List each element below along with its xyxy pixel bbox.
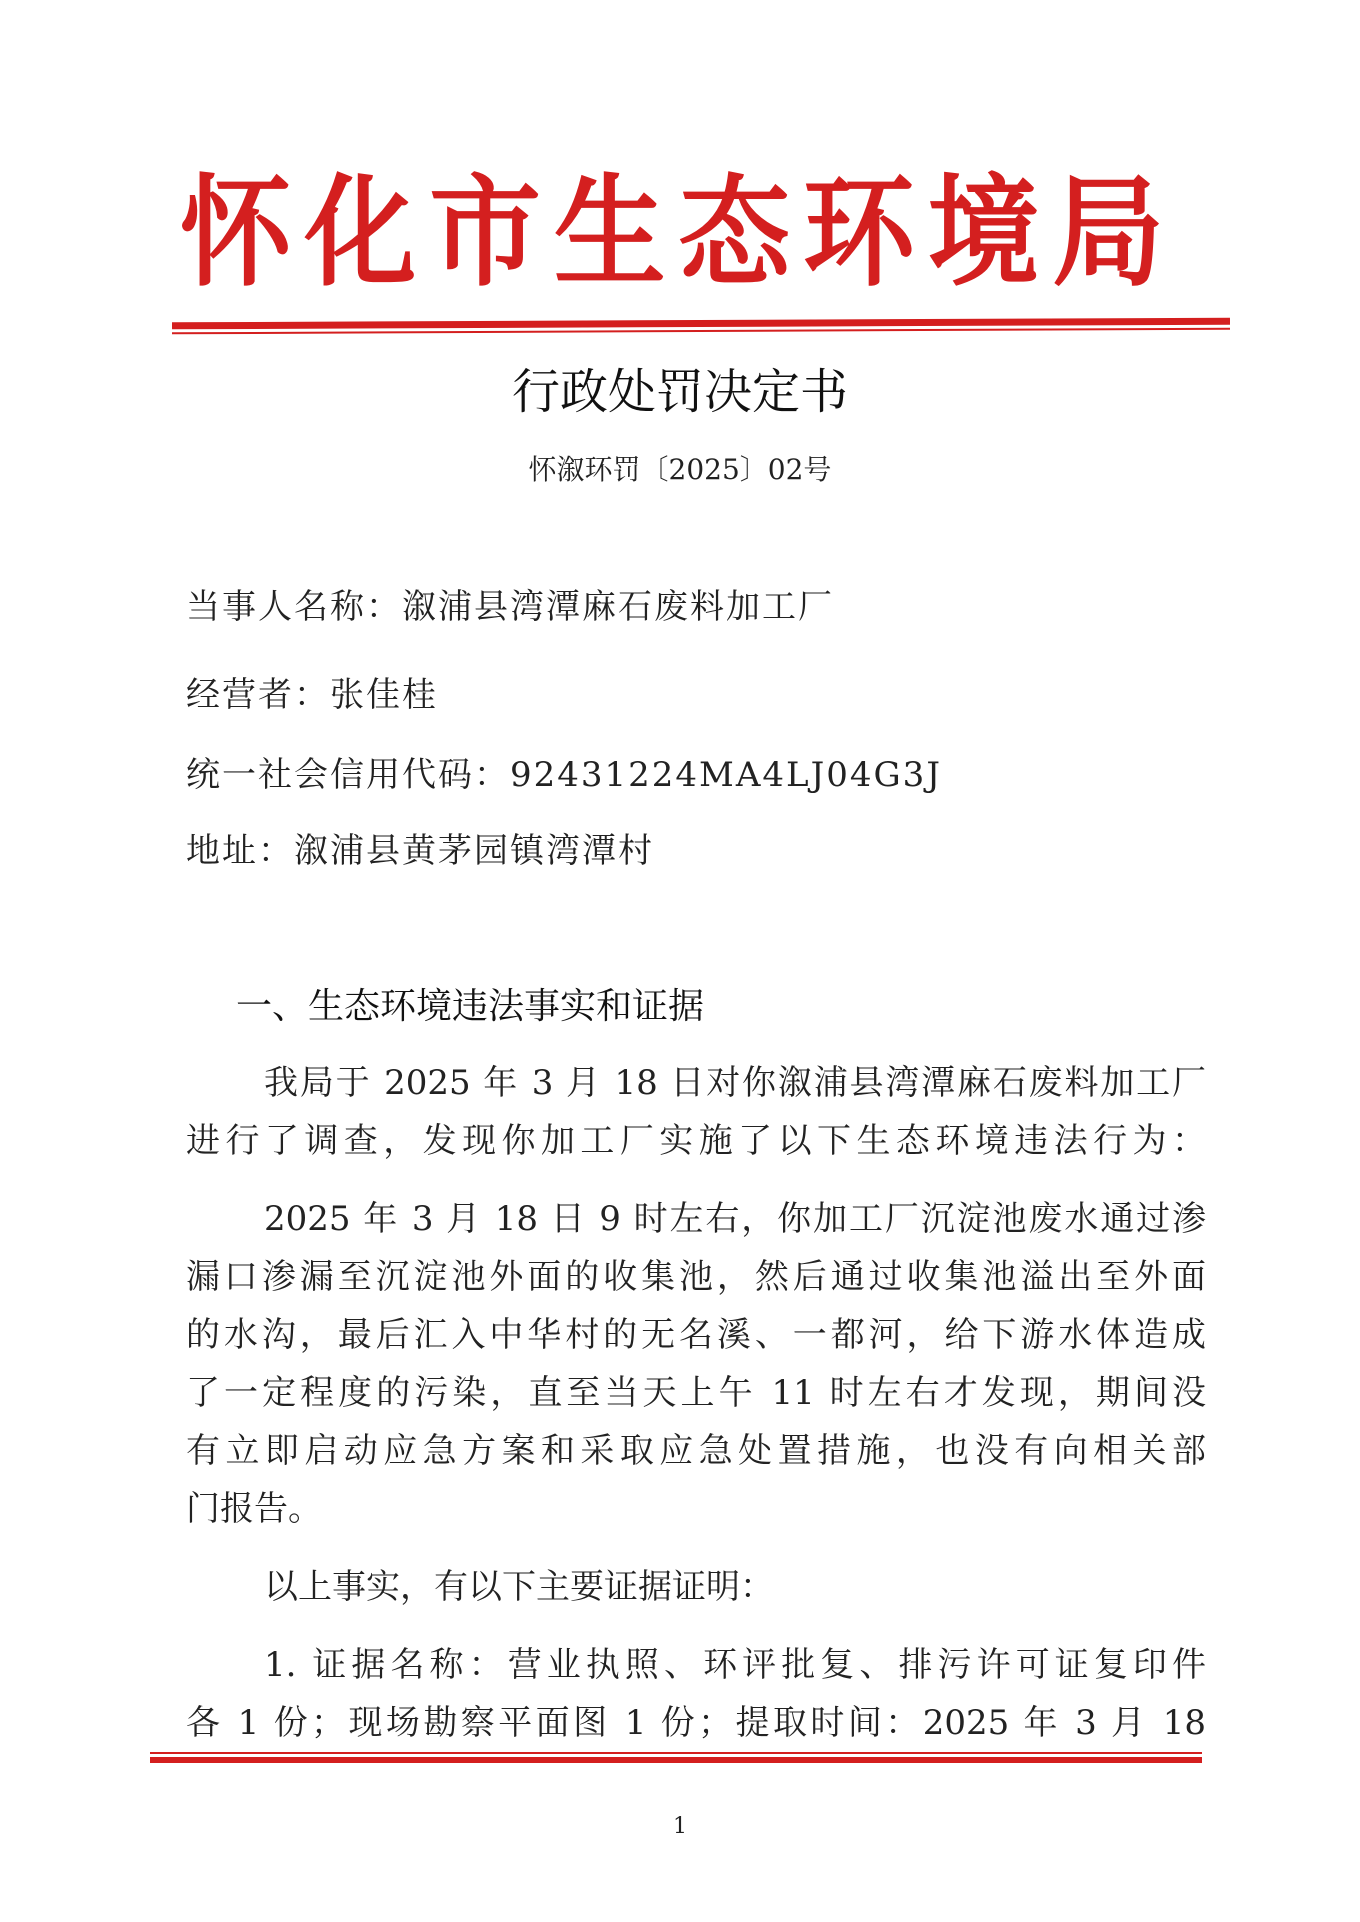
red-rule-thick (150, 1757, 1202, 1763)
party-name-value: 溆浦县湾潭麻石废料加工厂 (402, 587, 834, 627)
paragraph-line: 2025 年 3 月 18 日 9 时左右，你加工厂沉淀池废水通过渗 (264, 1199, 1206, 1239)
address-value: 溆浦县黄茅园镇湾潭村 (294, 831, 654, 871)
section-heading-violation-facts: 一、生态环境违法事实和证据 (236, 986, 705, 1027)
paragraph-line: 1. 证据名称：营业执照、环评批复、排污许可证复印件 (264, 1645, 1206, 1685)
operator-value: 张佳桂 (330, 675, 438, 715)
document-number: 怀溆环罚〔2025〕02号 (528, 453, 832, 486)
address-label: 地址： (186, 831, 294, 871)
red-rule-thin (172, 328, 1230, 335)
operator-label: 经营者： (186, 675, 330, 715)
agency-letterhead-title: 怀化市生态环境局 (180, 162, 1177, 303)
paragraph-line: 了一定程度的污染，直至当天上午 11 时左右才发现，期间没 (186, 1373, 1206, 1413)
party-name-label: 当事人名称： (186, 587, 402, 627)
credit-code-label: 统一社会信用代码： (186, 755, 510, 795)
paragraph-line: 以上事实，有以下主要证据证明： (264, 1567, 774, 1607)
paragraph-line: 的水沟，最后汇入中华村的无名溪、一都河，给下游水体造成 (186, 1315, 1206, 1355)
document-title: 行政处罚决定书 (511, 364, 848, 420)
paragraph-line: 有立即启动应急方案和采取应急处置措施，也没有向相关部 (186, 1431, 1206, 1471)
credit-code-field (186, 750, 942, 800)
paragraph-line: 进行了调查，发现你加工厂实施了以下生态环境违法行为： (186, 1121, 1206, 1161)
party-name-field (186, 582, 834, 632)
paragraph-line: 门报告。 (186, 1489, 322, 1529)
letterhead-red-rule (172, 320, 1230, 332)
paragraph-line: 各 1 份；现场勘察平面图 1 份；提取时间：2025 年 3 月 18 (186, 1703, 1206, 1743)
operator-field (186, 670, 438, 720)
paragraph-line: 我局于 2025 年 3 月 18 日对你溆浦县湾潭麻石废料加工厂 (264, 1063, 1206, 1103)
page-number: 1 (673, 1814, 687, 1839)
address-field (186, 826, 654, 876)
credit-code-value: 92431224MA4LJ04G3J (510, 755, 942, 795)
footer-red-rule (150, 1752, 1202, 1764)
red-rule-thin (150, 1752, 1202, 1754)
paragraph-line: 漏口渗漏至沉淀池外面的收集池，然后通过收集池溢出至外面 (186, 1257, 1206, 1297)
